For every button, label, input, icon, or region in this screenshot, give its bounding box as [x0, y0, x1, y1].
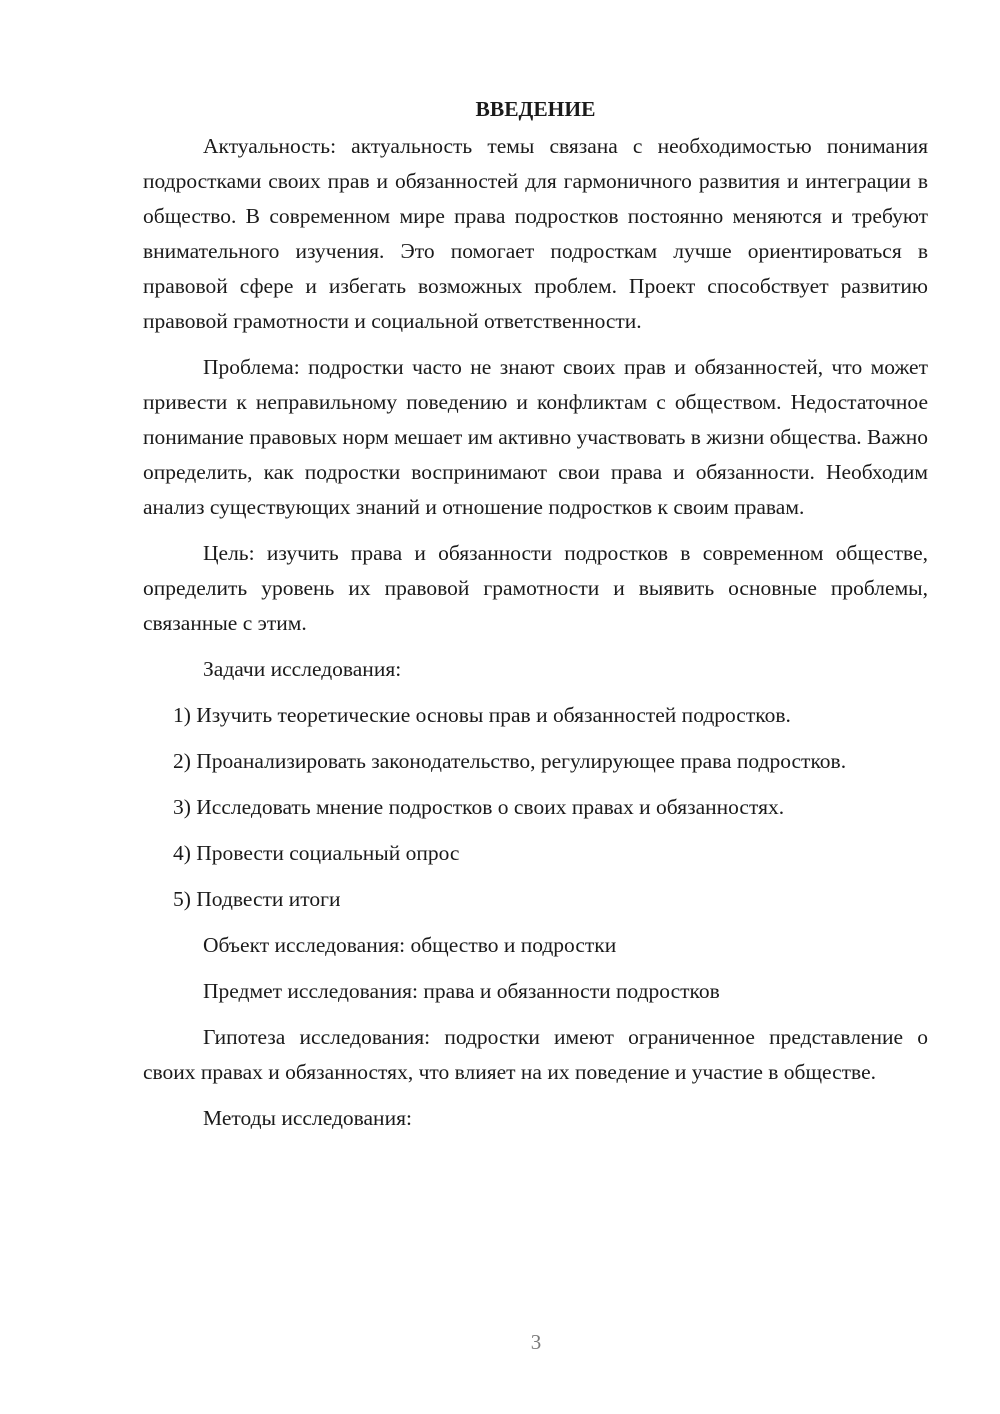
research-subject: Предмет исследования: права и обязанности подростков	[203, 979, 720, 1003]
task-item-1: 1) Изучить теоретические основы прав и обязанностей подростков.	[173, 703, 791, 727]
tasks-title: Задачи исследования:	[203, 657, 402, 681]
page-title: ВВЕДЕНИЕ	[475, 97, 596, 121]
methods-title: Методы исследования:	[203, 1106, 412, 1130]
goal-paragraph: Цель: изучить права и обязанности подростков в современном обществе, определить уровень их правовой грамотности и выявить основные проблемы, связанные с этим.	[143, 541, 928, 635]
task-item-5: 5) Подвести итоги	[173, 887, 341, 911]
task-item-2: 2) Проанализировать законодательство, регулирующее права подростков.	[173, 749, 847, 773]
task-item-4: 4) Провести социальный опрос	[173, 841, 460, 865]
research-object: Объект исследования: общество и подростки	[203, 933, 617, 957]
document-page	[143, 92, 928, 1147]
task-item-3: 3) Исследовать мнение подростков о своих правах и обязанностях.	[173, 795, 785, 819]
hypothesis-paragraph: Гипотеза исследования: подростки имеют ограниченное представление о своих правах и обязанностях, что влияет на их поведение и участие в обществе.	[143, 1025, 928, 1084]
relevance-paragraph: Актуальность: актуальность темы связана с необходимостью понимания подростками своих прав и обязанностей для гармоничного развития и интеграции в общество. В современном мире права подростков постоянно меняются и требуют внимательного изучения. Это помогает подросткам лучше ориентироваться в правовой сфере и избегать возможных проблем. Проект способствует развитию правовой грамотности и социальной ответственности.	[143, 134, 928, 333]
page-number: 3	[530, 1330, 542, 1354]
problem-paragraph: Проблема: подростки часто не знают своих прав и обязанностей, что может привести к неправильному поведению и конфликтам с обществом. Недостаточное понимание правовых норм мешает им активно участвовать в жизни общества. Важно определить, как подростки воспринимают свои права и обязанности. Необходим анализ существующих знаний и отношение подростков к своим правам.	[143, 355, 928, 519]
